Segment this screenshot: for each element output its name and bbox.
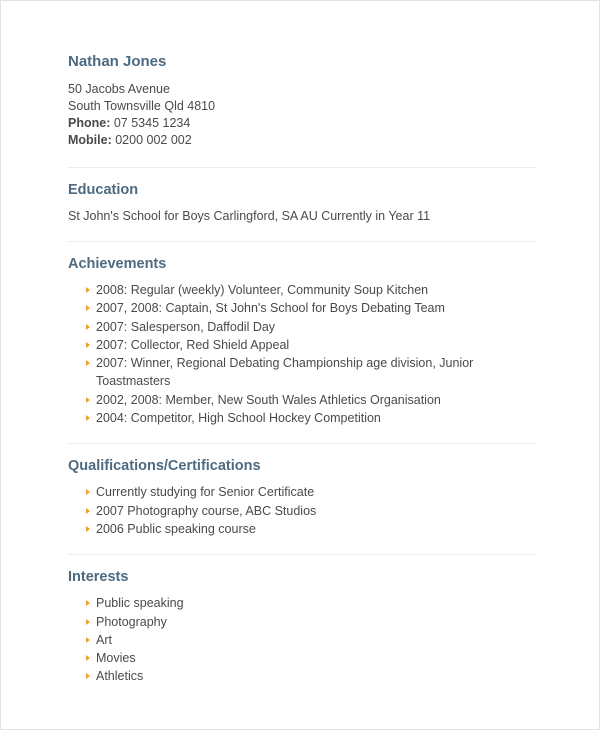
qualifications-section <box>68 457 536 538</box>
bullet-arrow-icon <box>86 673 90 679</box>
bullet-arrow-icon <box>86 508 90 514</box>
interests-section <box>68 568 536 685</box>
mobile-value: 0200 002 002 <box>115 133 192 147</box>
phone-line <box>68 115 536 132</box>
divider <box>68 554 536 555</box>
list-item: 2008: Regular (weekly) Volunteer, Community Soup Kitchen <box>86 281 536 299</box>
bullet-arrow-icon <box>86 397 90 403</box>
bullet-arrow-icon <box>86 287 90 293</box>
list-item: 2007, 2008: Captain, St John's School for Boys Debating Team <box>86 299 536 317</box>
education-heading: Education <box>68 182 139 198</box>
list-item: 2007 Photography course, ABC Studios <box>86 502 536 520</box>
list-item: Public speaking <box>86 594 536 612</box>
list-item: Athletics <box>86 667 536 685</box>
list-item: Art <box>86 631 536 649</box>
interests-list <box>68 594 536 685</box>
achievements-heading: Achievements <box>68 256 167 272</box>
bullet-arrow-icon <box>86 342 90 348</box>
education-section <box>68 181 536 225</box>
education-text: St John's School for Boys Carlingford, SA AU Currently in Year 11 <box>68 209 431 223</box>
address-line-1: 50 Jacobs Avenue <box>68 82 170 96</box>
bullet-arrow-icon <box>86 415 90 421</box>
bullet-arrow-icon <box>86 619 90 625</box>
bullet-arrow-icon <box>86 600 90 606</box>
list-item: 2007: Winner, Regional Debating Championship age division, Junior Toastmasters <box>86 354 481 391</box>
candidate-name: Nathan Jones <box>68 53 167 70</box>
achievements-section <box>68 255 536 427</box>
divider <box>68 167 536 168</box>
address-line-2: South Townsville Qld 4810 <box>68 99 216 113</box>
list-item: 2002, 2008: Member, New South Wales Athletics Organisation <box>86 391 536 409</box>
bullet-arrow-icon <box>86 489 90 495</box>
contact-block <box>68 53 536 149</box>
divider <box>68 241 536 242</box>
resume-content <box>68 53 536 686</box>
list-item: 2007: Collector, Red Shield Appeal <box>86 336 536 354</box>
qualifications-heading: Qualifications/Certifications <box>68 458 261 475</box>
list-item: 2007: Salesperson, Daffodil Day <box>86 318 536 336</box>
list-item: 2004: Competitor, High School Hockey Competition <box>86 409 536 427</box>
interests-heading: Interests <box>68 569 129 586</box>
list-item: Currently studying for Senior Certificate <box>86 483 536 501</box>
achievements-list <box>68 281 536 427</box>
phone-value: 07 5345 1234 <box>113 116 191 130</box>
mobile-line <box>68 132 536 149</box>
list-item: Photography <box>86 613 536 631</box>
qualifications-list <box>68 483 536 538</box>
list-item: Movies <box>86 649 536 667</box>
bullet-arrow-icon <box>86 360 90 366</box>
bullet-arrow-icon <box>86 526 90 532</box>
bullet-arrow-icon <box>86 655 90 661</box>
list-item: 2006 Public speaking course <box>86 520 536 538</box>
phone-label: Phone: <box>68 116 111 130</box>
bullet-arrow-icon <box>86 324 90 330</box>
divider <box>68 443 536 444</box>
bullet-arrow-icon <box>86 637 90 643</box>
mobile-label: Mobile: <box>68 133 112 147</box>
bullet-arrow-icon <box>86 305 90 311</box>
